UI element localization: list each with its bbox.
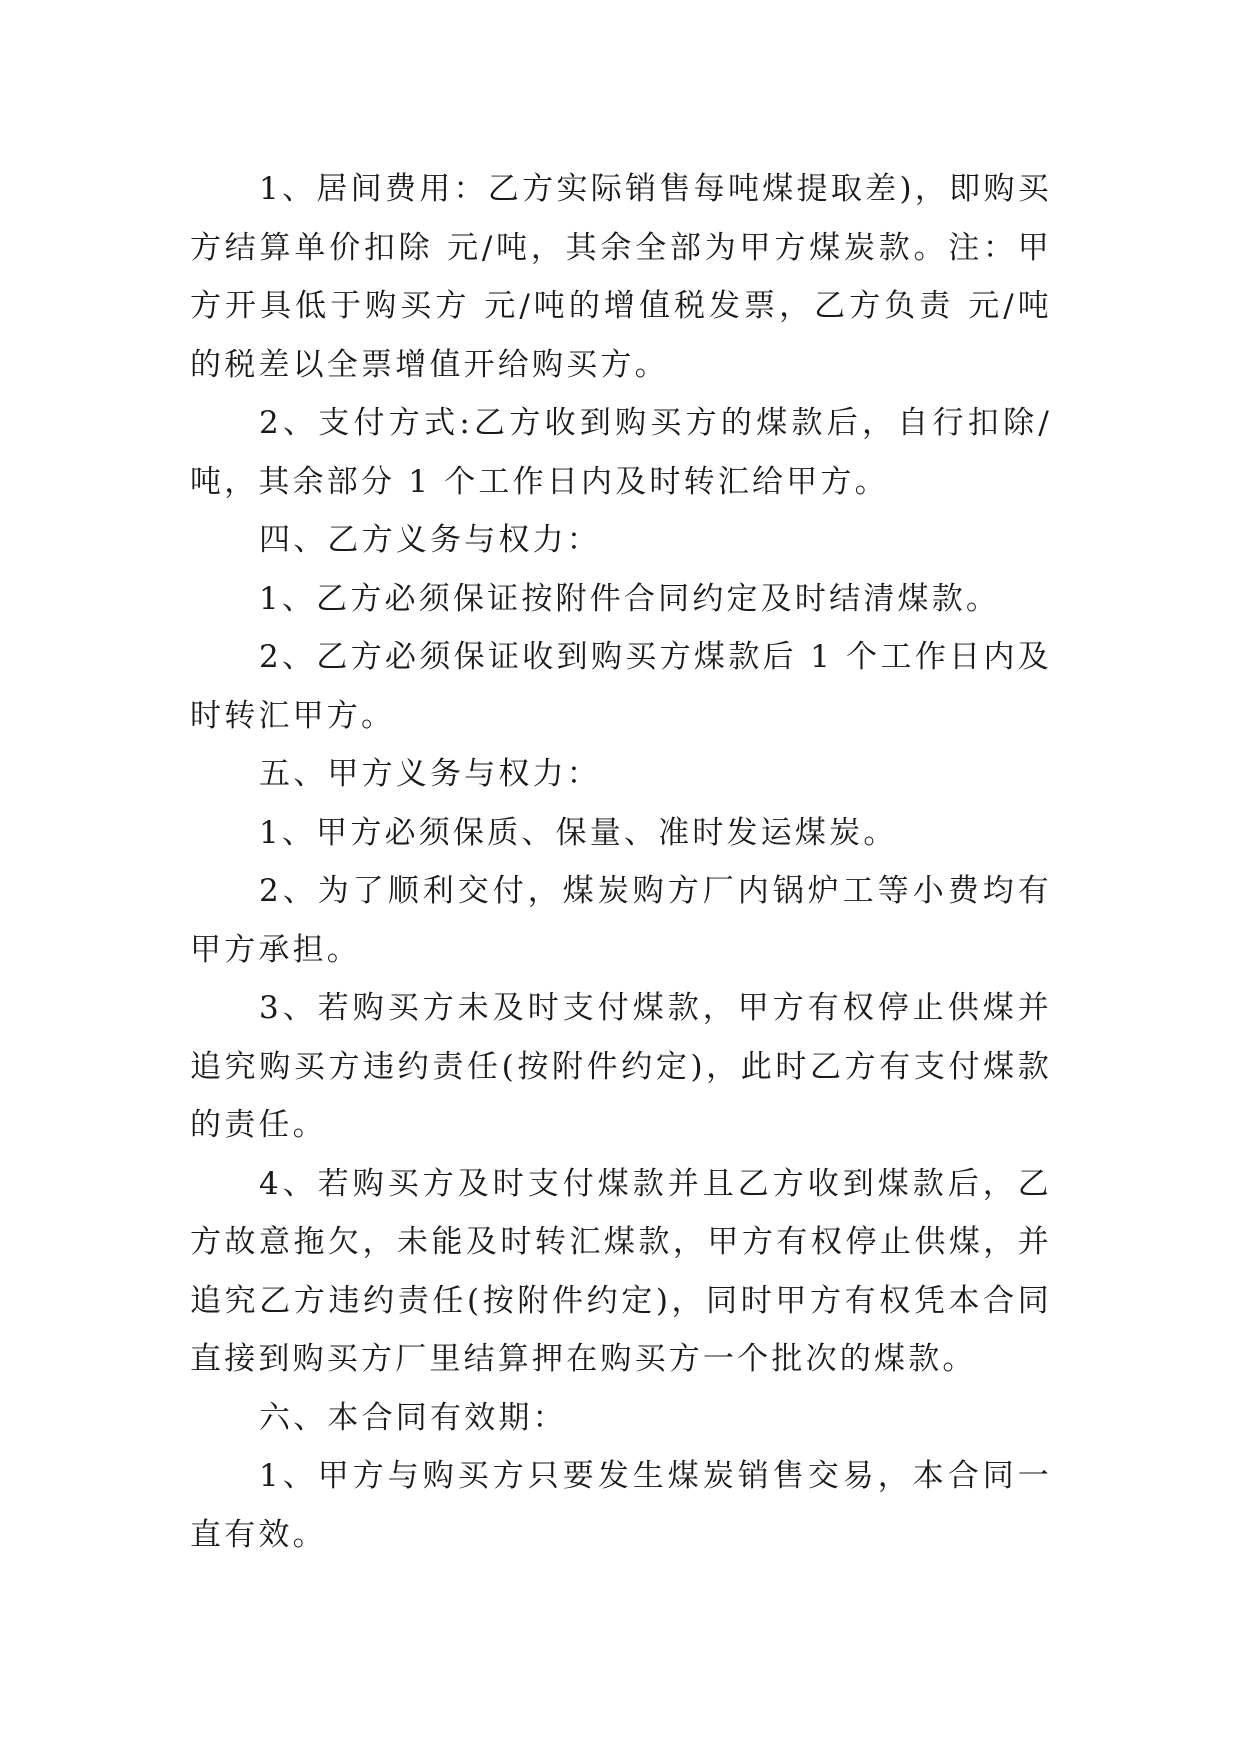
clause-fee: 1、居间费用：乙方实际销售每吨煤提取差)，即购买方结算单价扣除 元/吨，其余全部为甲方煤炭款。注：甲方开具低于购买方 元/吨的增值税发票，乙方负责 元/吨的税差以全票增值开给购买方。	[190, 171, 1052, 383]
clause-party-b-transfer: 2、乙方必须保证收到购买方煤款后 1 个工作日内及时转汇甲方。	[190, 639, 1052, 734]
clause-party-a-delivery: 1、甲方必须保质、保量、准时发运煤炭。	[259, 814, 898, 851]
section-heading-validity: 六、本合同有效期：	[259, 1399, 567, 1436]
section-heading-party-b-obligations: 四、乙方义务与权力：	[259, 522, 601, 558]
clause-party-b-default: 4、若购买方及时支付煤款并且乙方收到煤款后，乙方故意拖欠，未能及时转汇煤款，甲方有权停止供煤，并追究乙方违约责任(按附件约定)，同时甲方有权凭本合同直接到购买方厂里结算押在购买方一个批次的煤款。	[190, 1165, 1052, 1377]
clause-party-a-fees: 2、为了顺利交付，煤炭购方厂内锅炉工等小费均有甲方承担。	[190, 873, 1052, 968]
document-body	[190, 160, 1052, 1564]
clause-party-b-settle: 1、乙方必须保证按附件合同约定及时结清煤款。	[259, 580, 1001, 617]
clause-buyer-default: 3、若购买方未及时支付煤款，甲方有权停止供煤并追究购买方违约责任(按附件约定)，此时乙方有支付煤款的责任。	[190, 990, 1052, 1143]
clause-payment-method: 2、支付方式:乙方收到购买方的煤款后，自行扣除/吨，其余部分 1 个工作日内及时转汇给甲方。	[190, 405, 1052, 500]
section-heading-party-a-obligations: 五、甲方义务与权力：	[259, 756, 601, 792]
clause-validity: 1、甲方与购买方只要发生煤炭销售交易，本合同一直有效。	[190, 1458, 1052, 1553]
